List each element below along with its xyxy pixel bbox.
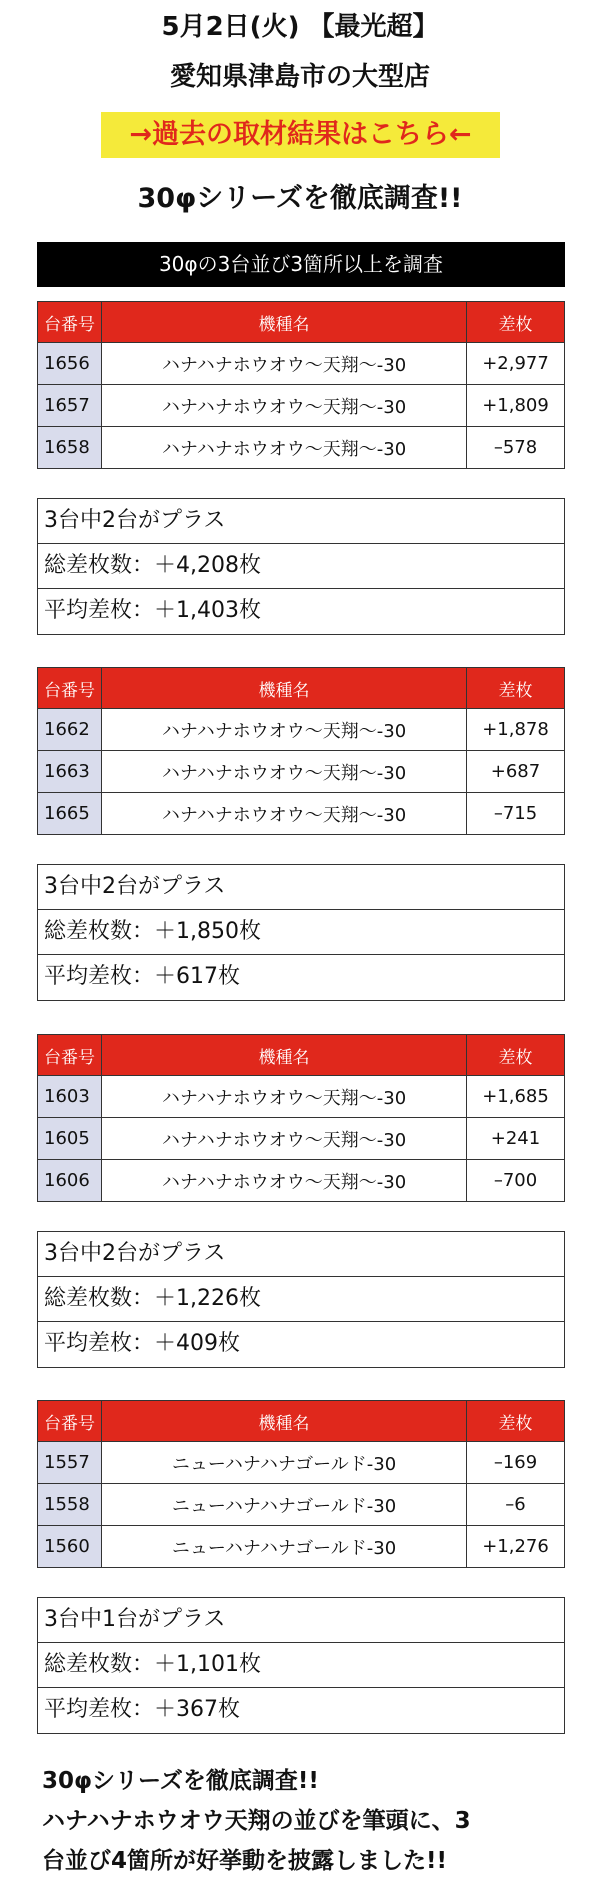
header-diff: 差枚 — [467, 668, 565, 709]
cell-machine: ハナハナホウオウ〜天翔〜-30 — [102, 427, 467, 469]
table-row — [38, 1118, 565, 1160]
cell-number: 1662 — [38, 709, 102, 751]
cell-diff: +1,809 — [467, 385, 565, 427]
table-row — [38, 1076, 565, 1118]
cell-machine: ニューハナハナゴールド-30 — [102, 1484, 467, 1526]
summary-plus-count: 3台中2台がプラス — [38, 865, 564, 910]
summary-box — [37, 498, 565, 635]
summary-average: 平均差枚：＋367枚 — [44, 1697, 240, 1722]
header-machine: 機種名 — [102, 668, 467, 709]
cell-number: 1560 — [38, 1526, 102, 1568]
summary-box — [37, 1597, 565, 1734]
footer-text — [42, 1761, 572, 1881]
cell-machine: ハナハナホウオウ〜天翔〜-30 — [102, 385, 467, 427]
cell-number: 1657 — [38, 385, 102, 427]
summary-total: 総差枚数：＋1,101枚 — [38, 1643, 564, 1688]
summary-total: 総差枚数：＋1,850枚 — [38, 910, 564, 955]
summary-total: 総差枚数：＋1,226枚 — [38, 1277, 564, 1322]
summary-average: 平均差枚：＋1,403枚 — [44, 598, 261, 623]
summary-total: 総差枚数：＋4,208枚 — [38, 544, 564, 589]
summary-average: 平均差枚：＋409枚 — [44, 1331, 240, 1356]
header-number: 台番号 — [38, 668, 102, 709]
header-diff: 差枚 — [467, 1035, 565, 1076]
cell-machine: ハナハナホウオウ〜天翔〜-30 — [102, 751, 467, 793]
header-number: 台番号 — [38, 1401, 102, 1442]
header-diff: 差枚 — [467, 1401, 565, 1442]
header-number: 台番号 — [38, 302, 102, 343]
cell-number: 1665 — [38, 793, 102, 835]
table-row — [38, 793, 565, 835]
summary-plus-count: 3台中1台がプラス — [38, 1598, 564, 1643]
summary-box — [37, 864, 565, 1001]
survey-banner: 30φの3台並び3箇所以上を調査 — [37, 242, 565, 287]
cell-machine: ハナハナホウオウ〜天翔〜-30 — [102, 1076, 467, 1118]
table-row — [38, 385, 565, 427]
cell-number: 1658 — [38, 427, 102, 469]
cell-diff: –700 — [467, 1160, 565, 1202]
header-machine: 機種名 — [102, 302, 467, 343]
footer-line: 台並び4箇所が好挙動を披露しました!! — [42, 1848, 447, 1874]
machine-table — [37, 1400, 565, 1568]
header-diff: 差枚 — [467, 302, 565, 343]
summary-plus-count: 3台中2台がプラス — [38, 499, 564, 544]
table-row — [38, 709, 565, 751]
header-number: 台番号 — [38, 1035, 102, 1076]
header-machine: 機種名 — [102, 1401, 467, 1442]
table-header-row — [38, 302, 565, 343]
footer-line: ハナハナホウオウ天翔の並びを筆頭に、3 — [42, 1808, 471, 1834]
cell-machine: ハナハナホウオウ〜天翔〜-30 — [102, 793, 467, 835]
summary-plus-count: 3台中2台がプラス — [38, 1232, 564, 1277]
table-row — [38, 343, 565, 385]
table-row — [38, 427, 565, 469]
table-header-row — [38, 1401, 565, 1442]
cell-diff: –578 — [467, 427, 565, 469]
cell-diff: +1,276 — [467, 1526, 565, 1568]
table-row — [38, 1160, 565, 1202]
cell-number: 1606 — [38, 1160, 102, 1202]
header-machine: 機種名 — [102, 1035, 467, 1076]
cell-diff: –6 — [467, 1484, 565, 1526]
cell-number: 1558 — [38, 1484, 102, 1526]
cell-diff: –715 — [467, 793, 565, 835]
cell-number: 1663 — [38, 751, 102, 793]
cell-diff: +241 — [467, 1118, 565, 1160]
cell-diff: +2,977 — [467, 343, 565, 385]
footer-line: 30φシリーズを徹底調査!! — [42, 1768, 319, 1794]
cell-machine: ハナハナホウオウ〜天翔〜-30 — [102, 343, 467, 385]
cell-machine: ニューハナハナゴールド-30 — [102, 1442, 467, 1484]
table-row — [38, 1442, 565, 1484]
cell-diff: –169 — [467, 1442, 565, 1484]
table-header-row — [38, 668, 565, 709]
machine-table — [37, 301, 565, 469]
cell-number: 1603 — [38, 1076, 102, 1118]
subtitle: 30φシリーズを徹底調査!! — [137, 183, 463, 214]
machine-table — [37, 1034, 565, 1202]
table-row — [38, 1484, 565, 1526]
cell-number: 1557 — [38, 1442, 102, 1484]
page-title: 5月2日(火) 【最光超】 — [161, 12, 439, 42]
summary-average: 平均差枚：＋617枚 — [44, 964, 240, 989]
cell-number: 1656 — [38, 343, 102, 385]
cell-diff: +1,685 — [467, 1076, 565, 1118]
store-title: 愛知県津島市の大型店 — [169, 62, 430, 92]
cell-diff: +1,878 — [467, 709, 565, 751]
table-row — [38, 751, 565, 793]
cell-number: 1605 — [38, 1118, 102, 1160]
cell-diff: +687 — [467, 751, 565, 793]
machine-table — [37, 667, 565, 835]
table-header-row — [38, 1035, 565, 1076]
cell-machine: ハナハナホウオウ〜天翔〜-30 — [102, 1160, 467, 1202]
table-row — [38, 1526, 565, 1568]
cell-machine: ニューハナハナゴールド-30 — [102, 1526, 467, 1568]
summary-box — [37, 1231, 565, 1368]
past-results-link[interactable]: →過去の取材結果はこちら← — [101, 112, 500, 158]
cell-machine: ハナハナホウオウ〜天翔〜-30 — [102, 1118, 467, 1160]
cell-machine: ハナハナホウオウ〜天翔〜-30 — [102, 709, 467, 751]
